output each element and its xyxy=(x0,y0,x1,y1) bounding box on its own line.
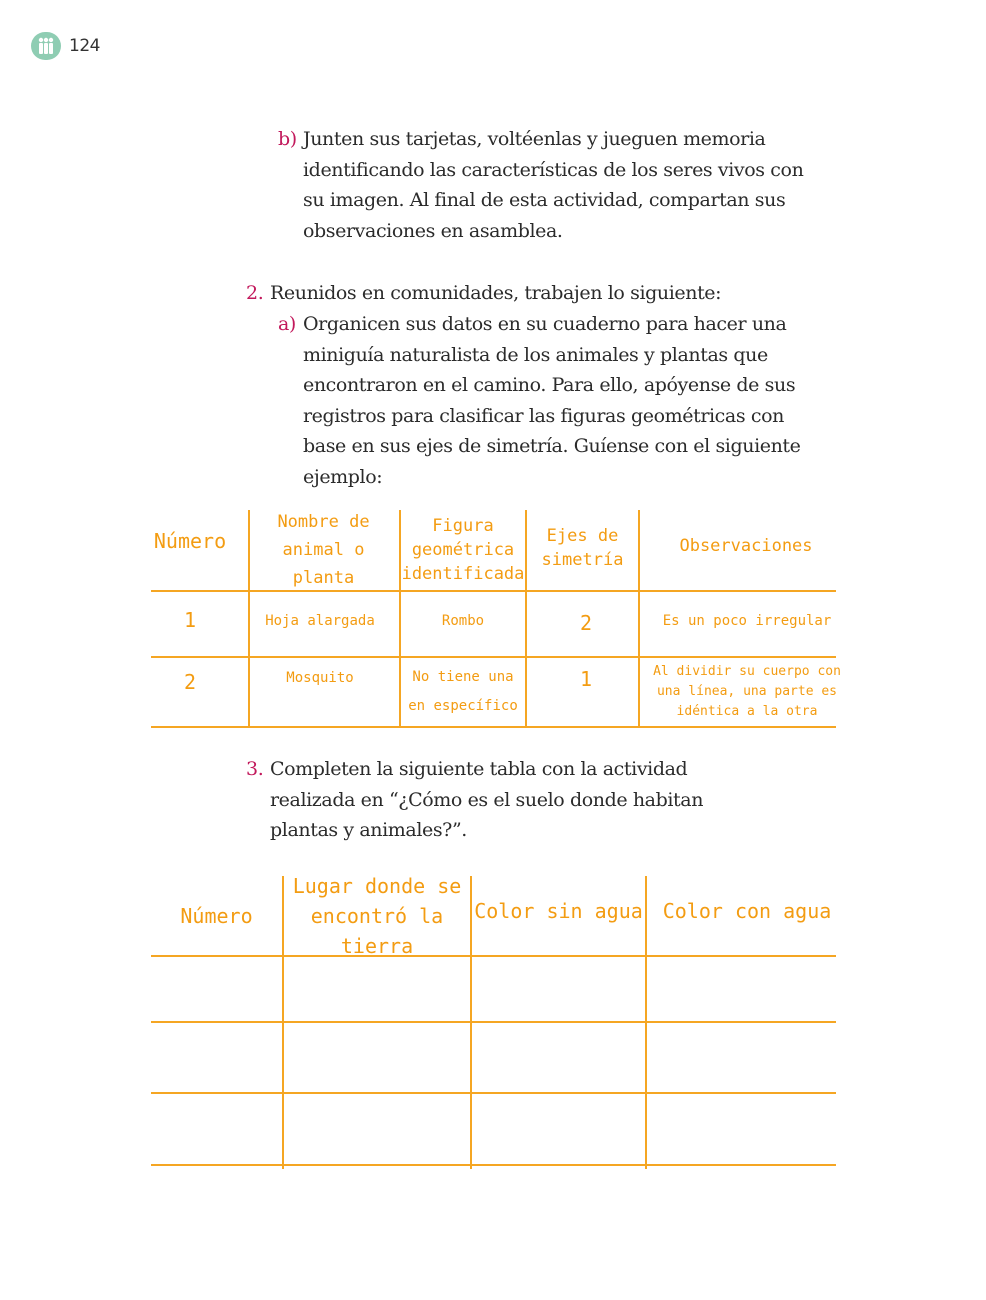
header-line: Ejes de xyxy=(546,526,619,546)
text-line: miniguía naturalista de los animales y plantas que xyxy=(303,343,768,366)
header-line: animal o planta xyxy=(282,540,365,588)
header-line: Figura xyxy=(432,516,494,536)
header-observaciones: Observaciones xyxy=(679,536,813,556)
cell-line: Al dividir su cuerpo con xyxy=(653,664,841,679)
row1-numero: 1 xyxy=(183,608,197,632)
row2-numero: 2 xyxy=(183,670,197,694)
item-marker: a) xyxy=(278,313,296,335)
header-line: Nombre de xyxy=(277,512,370,532)
text-line: observaciones en asamblea. xyxy=(303,219,563,242)
header-lugar xyxy=(284,874,470,958)
text-line: plantas y animales?”. xyxy=(270,819,467,841)
empty-cell[interactable] xyxy=(647,1094,836,1164)
cell-line: No tiene una xyxy=(412,669,514,685)
empty-cell[interactable] xyxy=(284,957,470,1021)
row1-nombre: Hoja alargada xyxy=(265,613,375,629)
text-line: realizada en “¿Cómo es el suelo donde habitan xyxy=(270,788,704,811)
text-line: base en sus ejes de simetría. Guíense con el siguiente xyxy=(303,435,801,457)
empty-cell[interactable] xyxy=(151,1094,282,1164)
header-line: geométrica xyxy=(411,540,515,560)
cell-line: una línea, una parte es xyxy=(656,684,837,699)
row1-observaciones: Es un poco irregular xyxy=(662,613,832,629)
empty-cell[interactable] xyxy=(472,1023,645,1092)
row1-figura: Rombo xyxy=(441,613,485,629)
text-line: su imagen. Al final de esta actividad, compartan sus xyxy=(303,189,786,211)
empty-cell[interactable] xyxy=(284,1023,470,1092)
text-line: identificando las características de los seres vivos con xyxy=(303,158,804,181)
empty-cell[interactable] xyxy=(284,1094,470,1164)
item-marker: b) xyxy=(278,128,297,150)
row1-ejes: 2 xyxy=(579,611,593,635)
cell-line: en específico xyxy=(408,698,518,714)
cell-line: idéntica a la otra xyxy=(676,704,818,719)
row2-nombre: Mosquito xyxy=(286,670,354,686)
header-line: Lugar donde se xyxy=(292,874,462,898)
empty-cell[interactable] xyxy=(647,957,836,1021)
empty-cell[interactable] xyxy=(647,1023,836,1092)
row2-ejes: 1 xyxy=(579,667,593,691)
table-divider xyxy=(151,1164,836,1166)
empty-cell[interactable] xyxy=(472,1094,645,1164)
header-sin-agua: Color sin agua xyxy=(474,899,643,923)
text-line: ejemplo: xyxy=(303,465,383,488)
empty-cell[interactable] xyxy=(151,1023,282,1092)
item-2-text: Reunidos en comunidades, trabajen lo siguiente: xyxy=(270,282,722,304)
header-numero: Número xyxy=(153,529,227,553)
page-number: 124 xyxy=(69,36,100,56)
empty-cell[interactable] xyxy=(472,957,645,1021)
header-line: identificada xyxy=(401,564,525,584)
header-con-agua: Color con agua xyxy=(662,899,832,923)
header-line: encontró la tierra xyxy=(310,904,444,958)
text-line: Organicen sus datos en su cuaderno para hacer una xyxy=(303,313,787,335)
header-line: simetría xyxy=(541,550,624,570)
text-line: registros para clasificar las figuras geométricas con xyxy=(303,404,784,427)
item-marker: 3. xyxy=(246,758,264,780)
text-line: Completen la siguiente tabla con la actividad xyxy=(270,758,688,780)
header-numero: Número xyxy=(180,904,253,928)
item-marker: 2. xyxy=(246,282,264,304)
empty-cell[interactable] xyxy=(151,957,282,1021)
text-line: encontraron en el camino. Para ello, apóyense de sus xyxy=(303,374,796,396)
text-line: Junten sus tarjetas, voltéenlas y jueguen memoria xyxy=(303,128,766,150)
